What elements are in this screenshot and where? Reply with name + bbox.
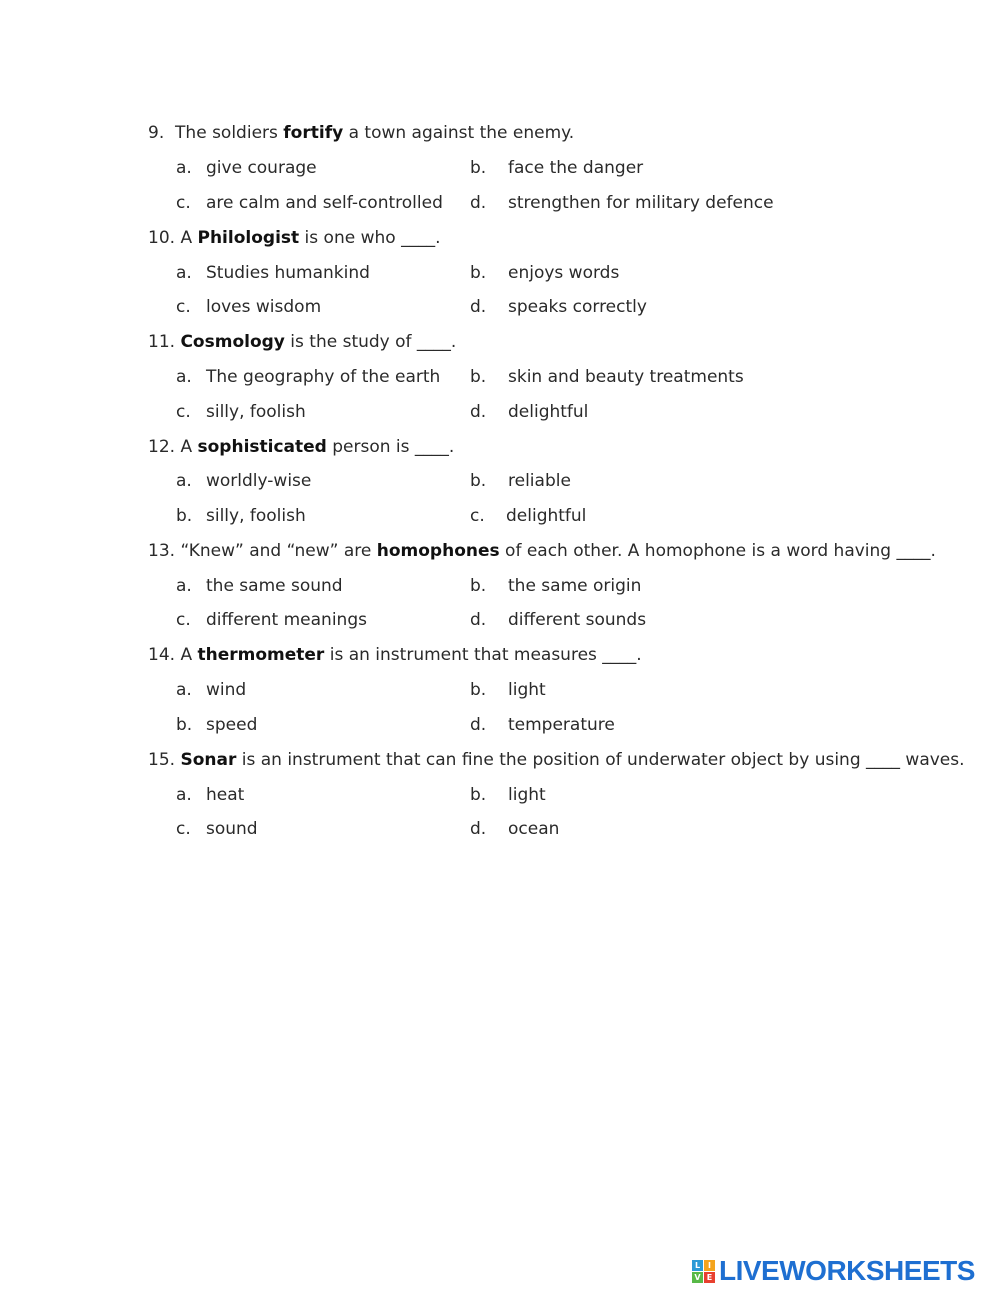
keyword: sophisticated [197, 437, 327, 457]
option[interactable]: b. face the danger [470, 158, 644, 178]
option[interactable]: d. ocean [470, 819, 560, 839]
question-number: 11. [148, 332, 176, 352]
option[interactable]: b. the same origin [470, 576, 642, 596]
option[interactable]: a. wind [176, 680, 247, 700]
option[interactable]: a. The geography of the earth [176, 367, 441, 387]
keyword: Philologist [197, 228, 300, 248]
question-12: 12. A sophisticated person is ____. [148, 437, 455, 457]
option[interactable]: b. speed [176, 715, 258, 735]
logo-text: LIVEWORKSHEETS [719, 1255, 975, 1286]
option[interactable]: b. light [470, 680, 546, 700]
option[interactable]: c. silly, foolish [176, 402, 306, 422]
question-number: 10. [148, 228, 176, 248]
question-14: 14. A thermometer is an instrument that measures ____. [148, 645, 642, 665]
option[interactable]: c. are calm and self-controlled [176, 193, 443, 213]
option[interactable]: b. light [470, 785, 546, 805]
option[interactable]: a. worldly-wise [176, 471, 312, 491]
option[interactable]: b. enjoys words [470, 263, 620, 283]
question-11: 11. Cosmology is the study of ____. [148, 332, 457, 352]
keyword: Sonar [180, 750, 237, 770]
option[interactable]: d. different sounds [470, 610, 647, 630]
keyword: Cosmology [180, 332, 285, 352]
keyword: homophones [376, 541, 500, 561]
liveworksheets-logo[interactable] [692, 1255, 975, 1287]
option[interactable]: d. temperature [470, 715, 615, 735]
option[interactable]: c. delightful [470, 506, 587, 526]
question-9: 9. The soldiers fortify a town against the enemy. [148, 123, 575, 143]
question-10: 10. A Philologist is one who ____. [148, 228, 441, 248]
question-number: 15. [148, 750, 176, 770]
option[interactable]: a. Studies humankind [176, 263, 370, 283]
question-number: 14. [148, 645, 176, 665]
question-number: 9. [148, 123, 165, 143]
option[interactable]: a. heat [176, 785, 245, 805]
option[interactable]: b. skin and beauty treatments [470, 367, 744, 387]
question-15: 15. Sonar is an instrument that can fine the position of underwater object by using ____ waves. [148, 750, 965, 770]
option[interactable]: d. strengthen for military defence [470, 193, 774, 213]
option[interactable]: d. delightful [470, 402, 589, 422]
question-13: 13. “Knew” and “new” are homophones of each other. A homophone is a word having ____. [148, 541, 936, 561]
keyword: fortify [283, 123, 344, 143]
option[interactable]: c. different meanings [176, 610, 367, 630]
option[interactable]: c. sound [176, 819, 258, 839]
option[interactable]: b. silly, foolish [176, 506, 306, 526]
option[interactable]: a. give courage [176, 158, 317, 178]
logo-mark-icon: L I V E [692, 1260, 715, 1283]
option[interactable]: b. reliable [470, 471, 571, 491]
option[interactable]: a. the same sound [176, 576, 343, 596]
question-number: 12. [148, 437, 176, 457]
question-number: 13. [148, 541, 176, 561]
keyword: thermometer [197, 645, 325, 665]
option[interactable]: c. loves wisdom [176, 297, 322, 317]
option[interactable]: d. speaks correctly [470, 297, 647, 317]
